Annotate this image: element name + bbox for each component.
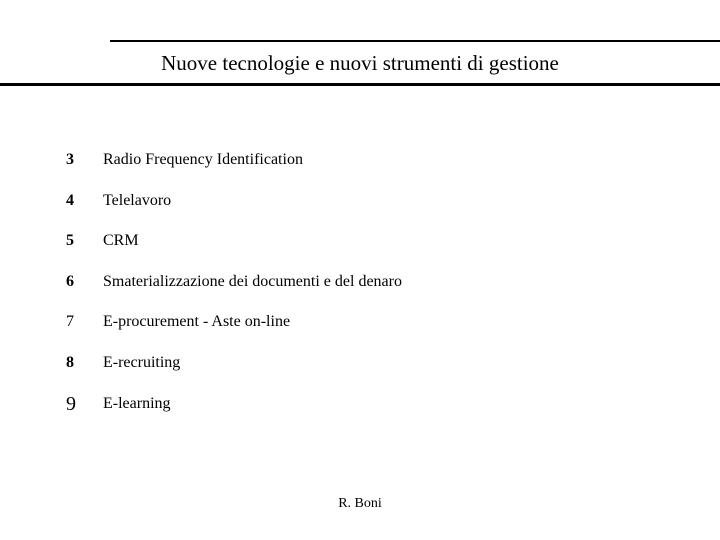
item-label: Radio Frequency Identification <box>103 151 303 168</box>
item-label: E-recruiting <box>103 354 181 371</box>
list-item <box>0 189 720 213</box>
footer-author: R. Boni <box>338 496 382 511</box>
item-number: 7 <box>66 313 74 330</box>
list-item <box>0 351 720 375</box>
slide-title: Nuove tecnologie e nuovi strumenti di gestione <box>161 51 559 75</box>
item-number: 3 <box>66 151 74 168</box>
item-label: CRM <box>103 232 139 249</box>
list-item <box>0 310 720 334</box>
item-number: 4 <box>66 192 74 209</box>
item-number: 6 <box>66 273 74 290</box>
item-label: Smaterializzazione dei documenti e del denaro <box>103 273 402 290</box>
item-number: 9 <box>66 393 76 415</box>
item-label: Telelavoro <box>103 192 172 209</box>
list-item <box>0 229 720 253</box>
list-item <box>0 148 720 172</box>
item-label: E-learning <box>103 395 171 412</box>
item-label: E-procurement - Aste on-line <box>103 313 291 330</box>
item-number: 5 <box>66 232 74 249</box>
list-item <box>0 392 720 416</box>
item-number: 8 <box>66 354 74 371</box>
list-item <box>0 270 720 294</box>
